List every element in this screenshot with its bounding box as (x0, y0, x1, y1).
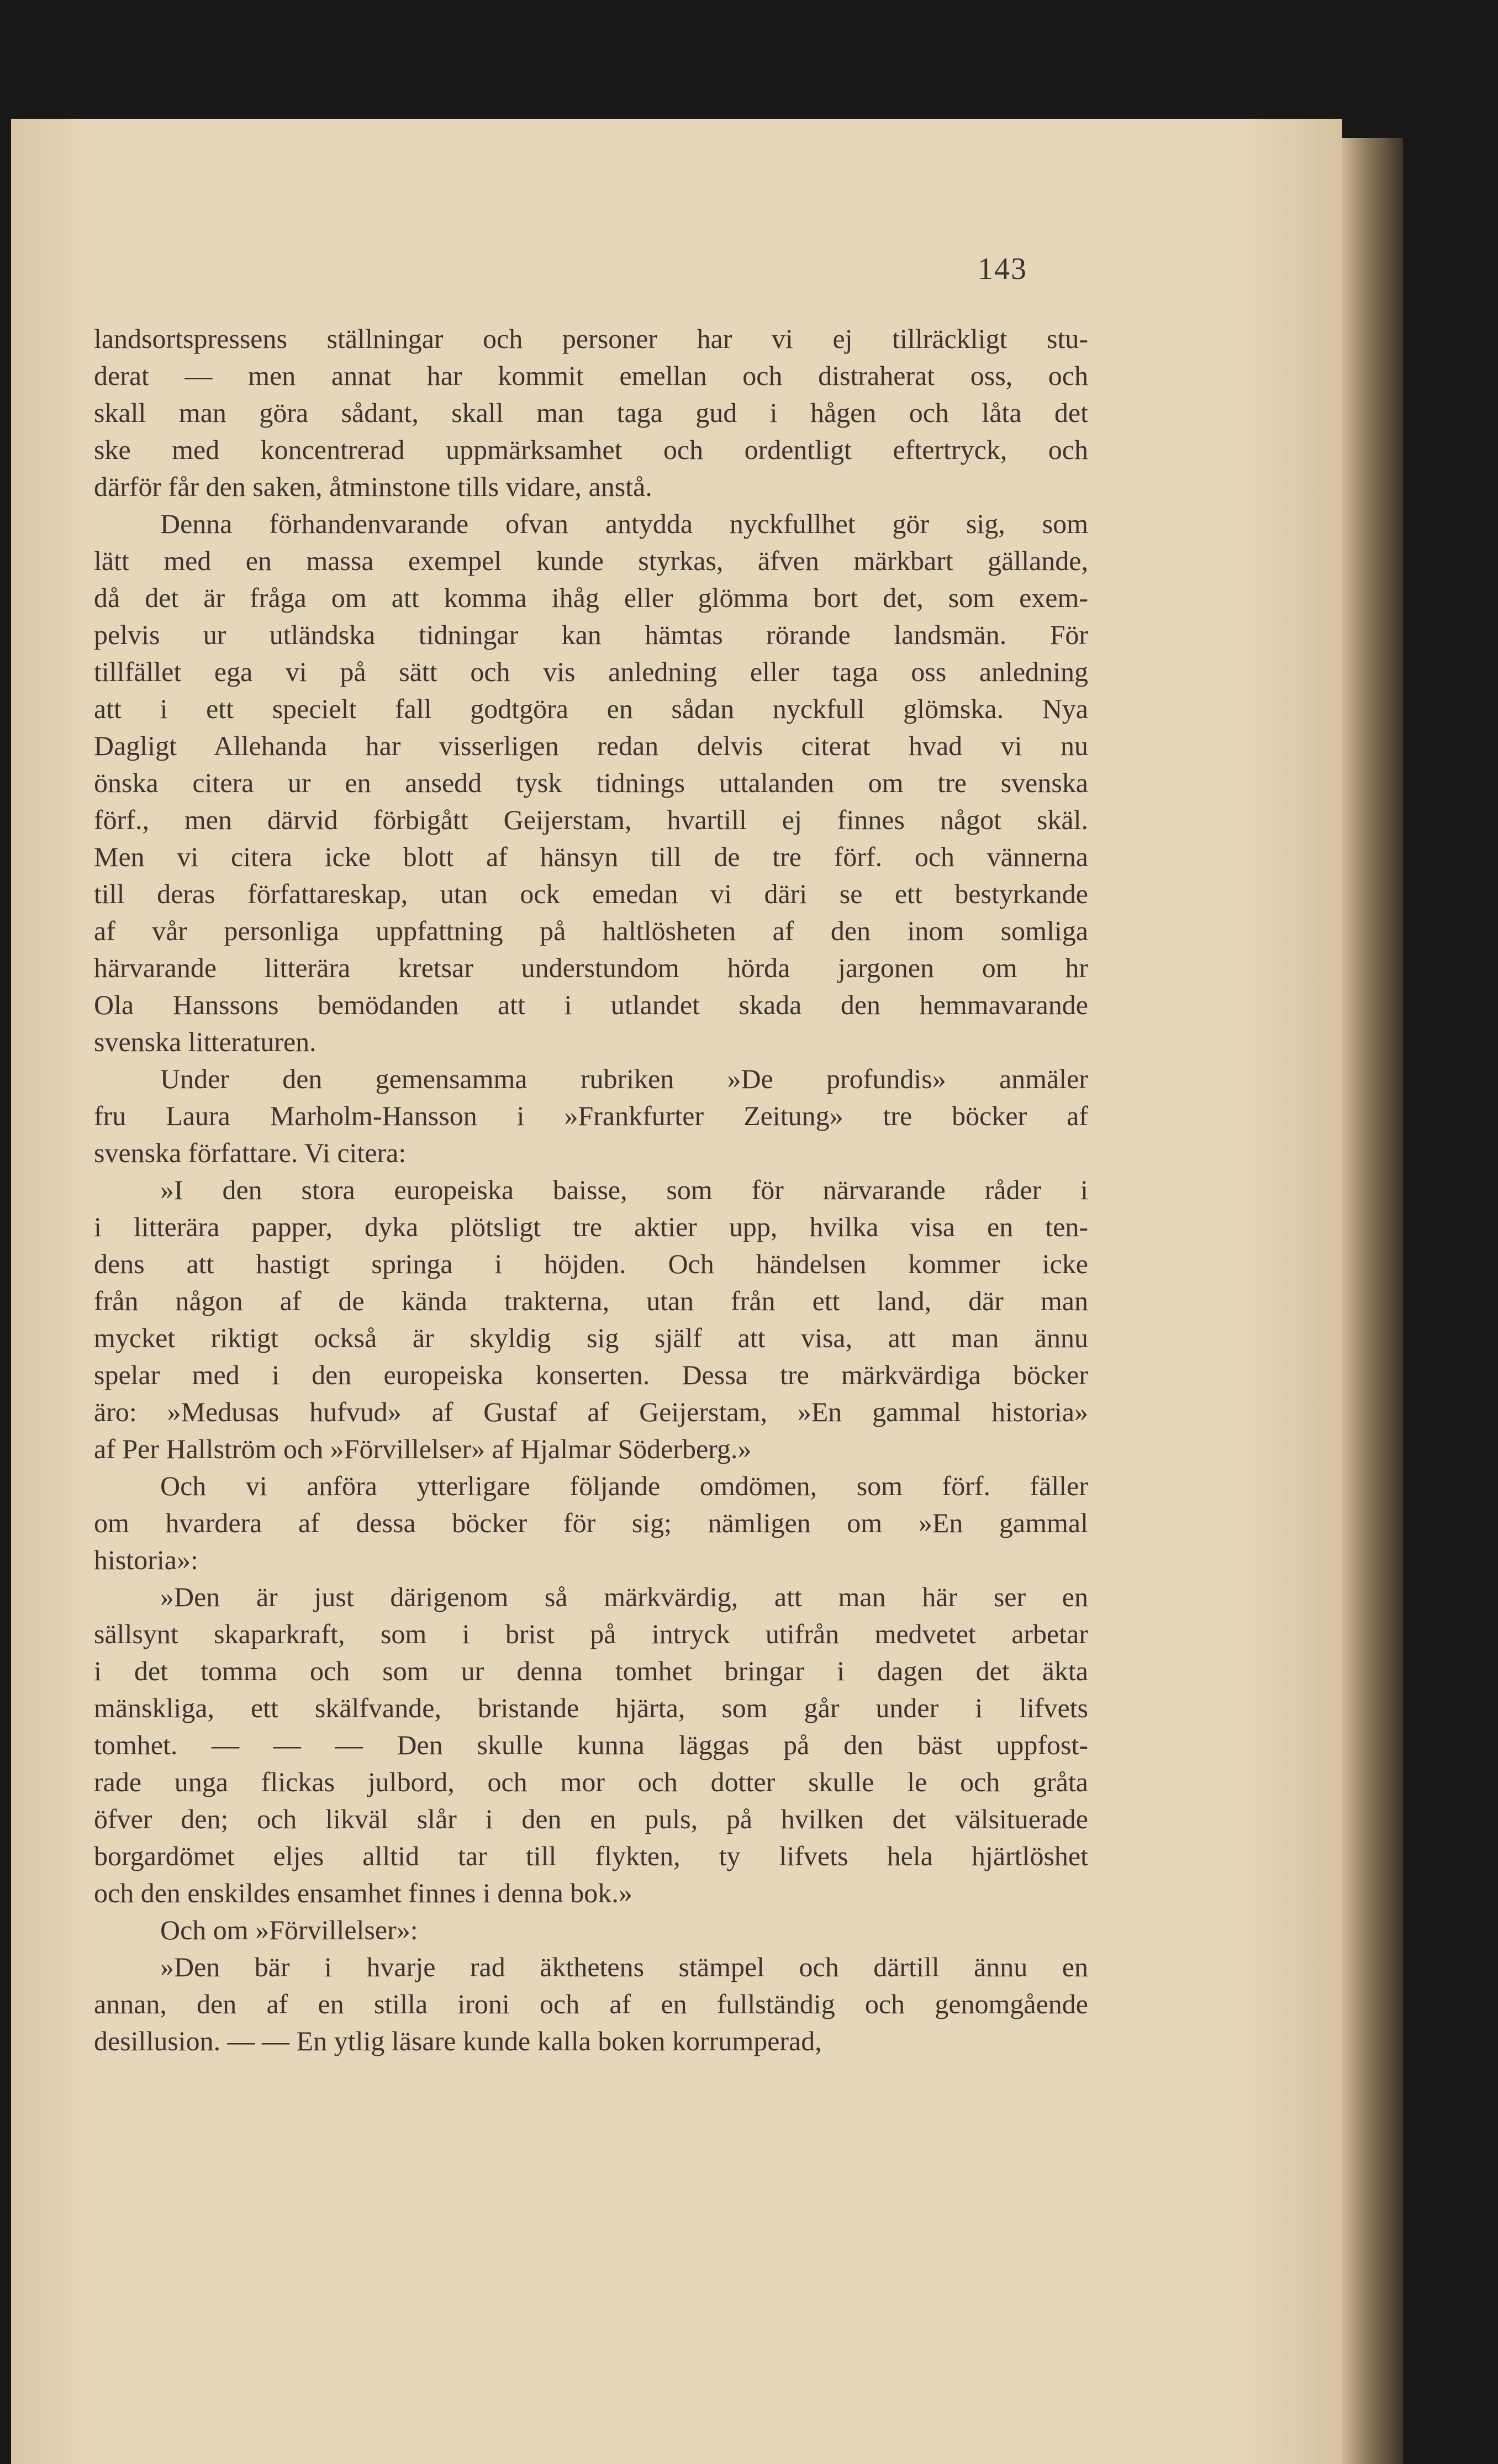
text-line: då det är fråga om att komma ihåg eller glömma bort det, som exem- (94, 582, 1088, 613)
text-line: önska citera ur en ansedd tysk tidnings uttalanden om tre svenska (94, 767, 1088, 798)
text-line: historia»: (94, 1544, 198, 1575)
text-line: mänskliga, ett skälfvande, bristande hjärta, som går under i lifvets (94, 1692, 1088, 1723)
text-line: härvarande litterära kretsar understundom hörda jargonen om hr (94, 952, 1088, 983)
text-line: svenska litteraturen. (94, 1026, 317, 1057)
text-line: spelar med i den europeiska konserten. Dessa tre märkvärdiga böcker (94, 1359, 1088, 1390)
text-line: svenska författare. Vi citera: (94, 1137, 407, 1168)
page-number: 143 (978, 252, 1027, 286)
text-line: till deras författareskap, utan ock emedan vi däri se ett bestyrkande (94, 878, 1088, 909)
text-line: Och vi anföra ytterligare följande omdömen, som förf. fäller (160, 1470, 1088, 1501)
text-line: annan, den af en stilla ironi och af en fullständig och genomgående (94, 1988, 1088, 2019)
text-line: lätt med en massa exempel kunde styrkas, äfven märkbart gällande, (94, 545, 1088, 576)
text-line: skall man göra sådant, skall man taga gud i hågen och låta det (94, 397, 1088, 428)
text-line: pelvis ur utländska tidningar kan hämtas rörande landsmän. För (94, 619, 1088, 650)
text-line: Denna förhandenvarande ofvan antydda nyckfullhet gör sig, som (160, 508, 1088, 539)
text-line: att i ett specielt fall godtgöra en sådan nyckfull glömska. Nya (94, 693, 1088, 724)
text-line: af Per Hallström och »Förvillelser» af Hjalmar Söderberg.» (94, 1433, 752, 1464)
text-line: »Den bär i hvarje rad äkthetens stämpel och därtill ännu en (160, 1951, 1088, 1982)
body-text (94, 320, 1088, 2060)
text-line: Dagligt Allehanda har visserligen redan delvis citerat hvad vi nu (94, 730, 1088, 761)
text-line: dens att hastigt springa i höjden. Och händelsen kommer icke (94, 1248, 1088, 1279)
text-line: sällsynt skaparkraft, som i brist på intryck utifrån medvetet arbetar (94, 1618, 1088, 1649)
text-line: tillfället ega vi på sätt och vis anledning eller taga oss anledning (94, 656, 1088, 687)
text-line: Men vi citera icke blott af hänsyn till de tre förf. och vännerna (94, 841, 1088, 872)
text-line: i det tomma och som ur denna tomhet bringar i dagen det äkta (94, 1655, 1088, 1686)
text-line: Under den gemensamma rubriken »De profundis» anmäler (160, 1063, 1088, 1094)
text-line: »Den är just därigenom så märkvärdig, att man här ser en (160, 1581, 1088, 1612)
text-line: i litterära papper, dyka plötsligt tre aktier upp, hvilka visa en ten- (94, 1211, 1088, 1242)
text-line: öfver den; och likväl slår i den en puls, på hvilken det välsituerade (94, 1803, 1088, 1834)
text-line: rade unga flickas julbord, och mor och dotter skulle le och gråta (94, 1766, 1088, 1797)
text-line: landsortspressens ställningar och personer har vi ej tillräckligt stu- (94, 323, 1088, 354)
text-line: borgardömet eljes alltid tar till flykten, ty lifvets hela hjärtlöshet (94, 1840, 1088, 1871)
text-line: desillusion. — — En ytlig läsare kunde kalla boken korrumperad, (94, 2025, 822, 2056)
text-line: »I den stora europeiska baisse, som för närvarande råder i (160, 1174, 1088, 1205)
text-line: derat — men annat har kommit emellan och distraherat oss, och (94, 360, 1088, 391)
text-line: mycket riktigt också är skyldig sig själf att visa, att man ännu (94, 1322, 1088, 1353)
text-line: tomhet. — — — Den skulle kunna läggas på den bäst uppfost- (94, 1729, 1088, 1760)
text-line: Och om »Förvillelser»: (160, 1914, 418, 1945)
text-line: förf., men därvid förbigått Geijerstam, hvartill ej finnes något skäl. (94, 804, 1088, 835)
text-line: om hvardera af dessa böcker för sig; nämligen om »En gammal (94, 1507, 1088, 1538)
text-line: därför får den saken, åtminstone tills vidare, anstå. (94, 471, 652, 502)
book-spine-edge (1342, 138, 1403, 2464)
text-line: ske med koncentrerad uppmärksamhet och ordentligt eftertryck, och (94, 434, 1088, 465)
text-line: från någon af de kända trakterna, utan från ett land, där man (94, 1285, 1088, 1316)
text-line: äro: »Medusas hufvud» af Gustaf af Geijerstam, »En gammal historia» (94, 1396, 1088, 1427)
text-line: af vår personliga uppfattning på haltlösheten af den inom somliga (94, 915, 1088, 946)
text-line: och den enskildes ensamhet finnes i denna bok.» (94, 1877, 632, 1908)
text-line: Ola Hanssons bemödanden att i utlandet skada den hemmavarande (94, 989, 1088, 1020)
text-line: fru Laura Marholm-Hansson i »Frankfurter Zeitung» tre böcker af (94, 1100, 1088, 1131)
